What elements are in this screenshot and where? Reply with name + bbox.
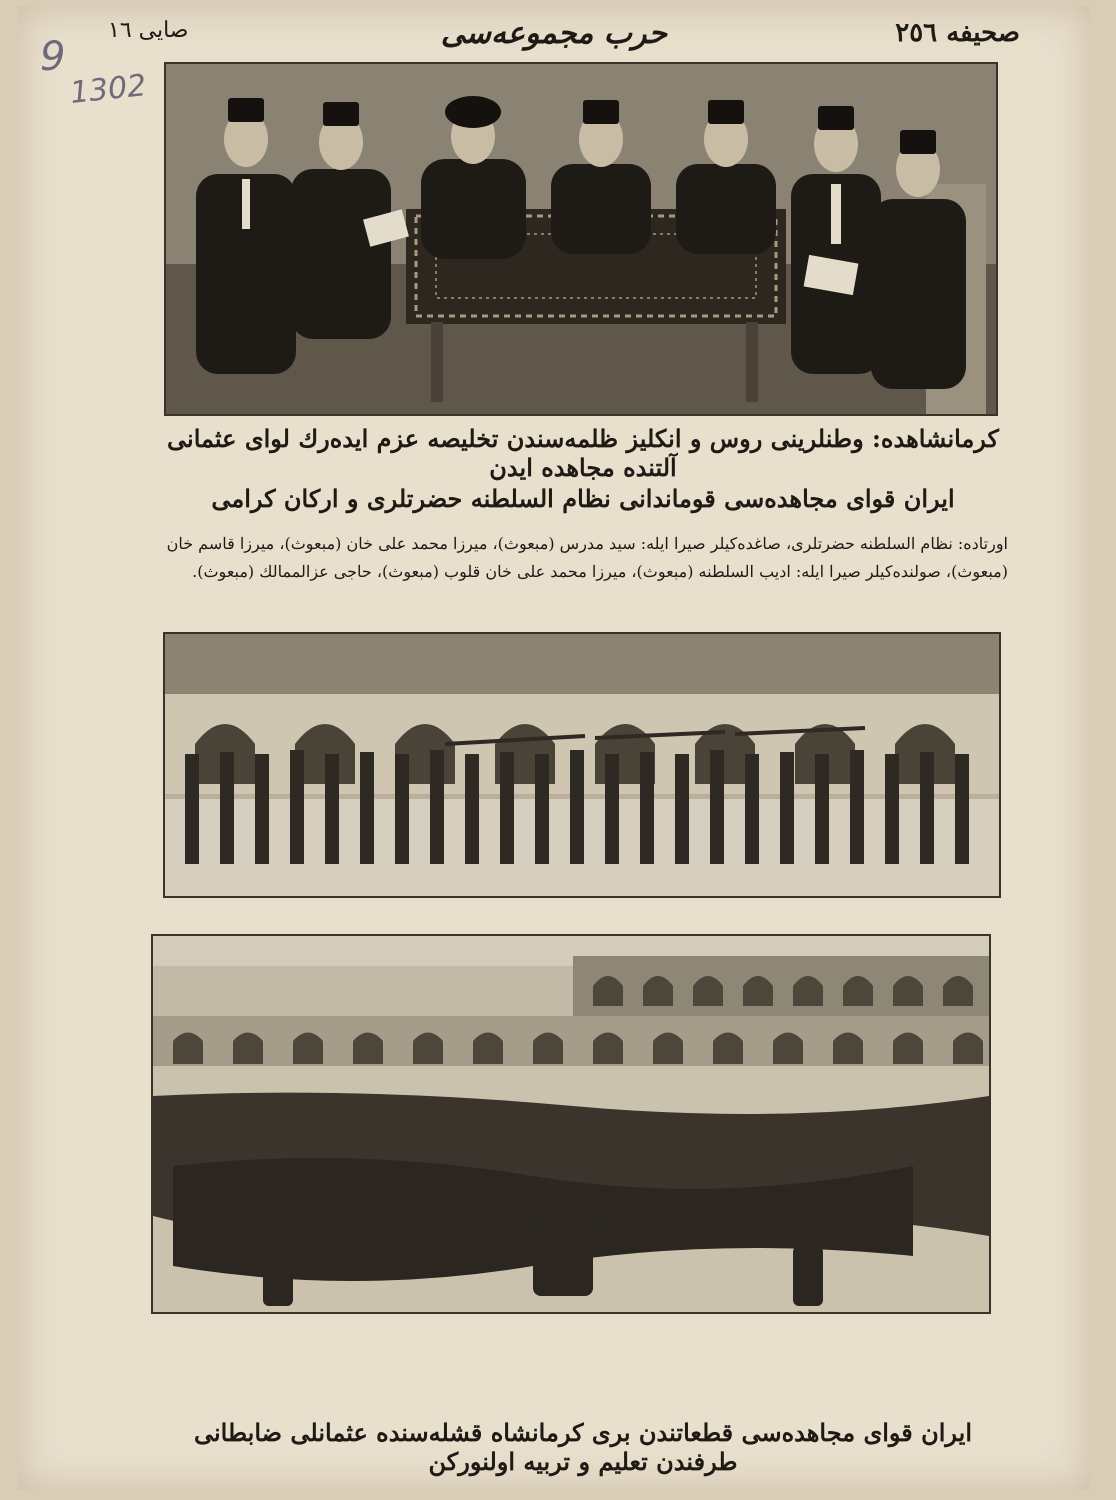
- document-page: [18, 6, 1090, 1490]
- photo1-names: [158, 530, 1008, 586]
- handwritten-number: 9: [40, 34, 66, 80]
- drill-illustration: [165, 634, 999, 896]
- barracks-assembly-photo: [151, 934, 991, 1314]
- photo3-caption: ایران قوای مجاهده‌سی قطعاتندن بری کرمانشاه قشله‌سنده عثمانلی ضابطانی طرفندن تعلیم و تربیه اولنورکن: [193, 1418, 973, 1476]
- page-number: صحیفه ٢٥٦: [895, 18, 1020, 48]
- drill-photo: [163, 632, 1001, 898]
- handwritten-code: 1302: [68, 68, 148, 111]
- photo1-caption-line2: ایران قوای مجاهده‌سی قوماندانی نظام السلطنه حضرتلری و ارکان کرامی: [211, 484, 955, 513]
- photo1-names-line1: اورتاده: نظام السلطنه حضرتلری، صاغده‌کیلر صیرا ایله: سید مدرس (مبعوث)، میرزا محمد علی خان (مبعوث)، میرزا قاسم خان: [166, 534, 1008, 553]
- barracks-assembly-illustration: [153, 936, 989, 1312]
- group-portrait-photo: [164, 62, 998, 416]
- journal-title: حرب مجموعه‌سی: [440, 16, 668, 51]
- group-portrait-illustration: [166, 64, 996, 414]
- photo1-caption-line1: کرمانشاهده: وطنلرینی روس و انکلیز ظلمه‌سندن تخلیصه عزم ایده‌رك لوای عثمانی آلتنده مجاهده ایدن: [167, 424, 999, 482]
- issue-number: صایی ١٦: [108, 18, 189, 43]
- photo1-names-line2: (مبعوث)، صولنده‌کیلر صیرا ایله: ادیب السلطنه (مبعوث)، میرزا محمد علی خان قلوب (مبعوث)، حاجی عزالممالك (مبعوث).: [192, 562, 1008, 581]
- page-header: [18, 14, 1090, 54]
